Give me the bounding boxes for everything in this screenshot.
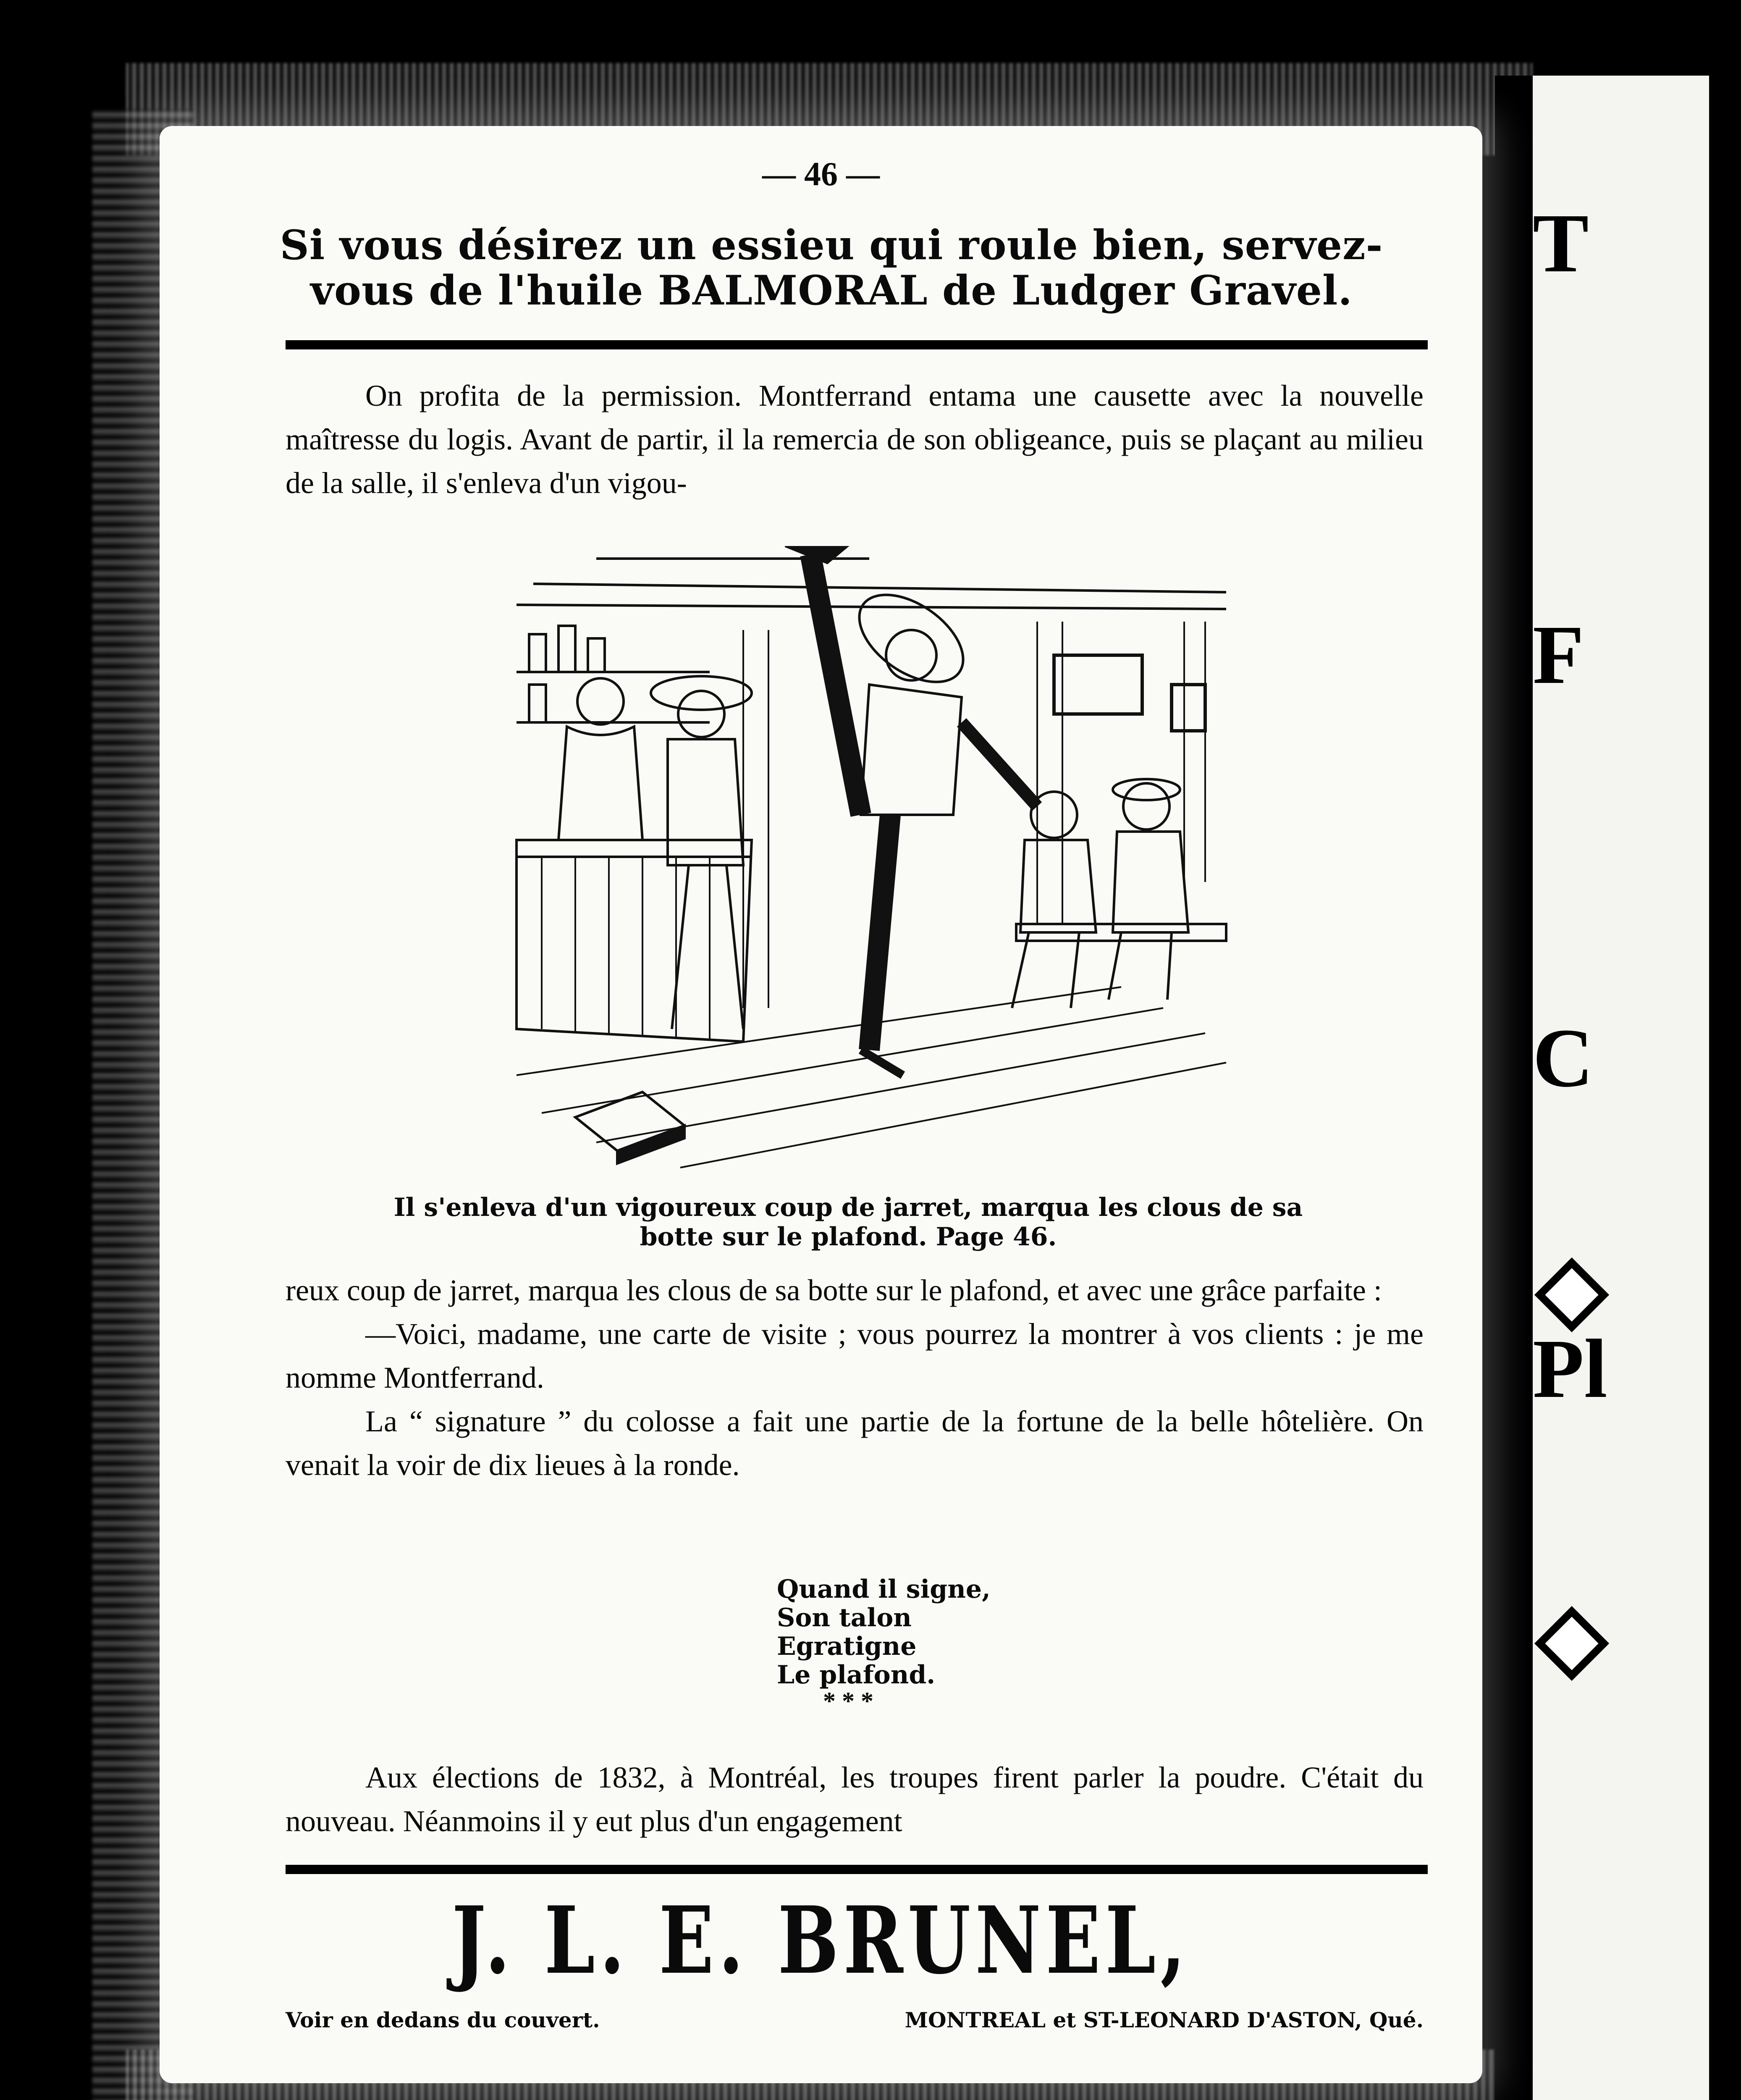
bottom-rule — [286, 1865, 1428, 1874]
illustration-caption — [370, 1193, 1327, 1252]
brand-advertisement: J. L. E. BRUNEL, — [452, 1886, 1190, 1995]
adjacent-page-fragment-1: T — [1533, 197, 1589, 290]
paragraph-elections: Aux élections de 1832, à Montréal, les troupes firent parler la poudre. C'était du nouveau. Néanmoins il y eut plus d'un engagement — [286, 1761, 1424, 1838]
verse-block — [777, 1575, 991, 1689]
saloon-illustration — [491, 546, 1247, 1176]
verse-line-2: Son talon — [777, 1603, 912, 1633]
top-advertisement: Si vous désirez un essieu qui roule bien, servez-vous de l'huile BALMORAL de Ludger Gravel. — [280, 221, 1383, 314]
footer-right-address: MONTREAL et ST-LEONARD D'ASTON, Qué. — [905, 2008, 1424, 2032]
paragraph-line-2: —Voici, madame, une carte de visite ; vous pourrez la montrer à vos clients : je me nomme Montferrand. — [286, 1317, 1424, 1394]
verse-line-3: Egratigne — [777, 1632, 917, 1661]
diamond-ornament-icon — [1534, 1606, 1609, 1681]
asterism-ornament: * * * — [823, 1687, 873, 1715]
adjacent-page-fragment-3: C — [1533, 1012, 1594, 1105]
adjacent-page — [1533, 76, 1709, 2100]
top-rule — [286, 340, 1428, 349]
footer-left-note: Voir en dedans du couvert. — [286, 2008, 600, 2032]
diamond-ornament-icon — [1534, 1257, 1609, 1332]
page-gutter — [1495, 76, 1533, 2100]
paragraph-line-3: La “ signature ” du colosse a fait une partie de la fortune de la belle hôtelière. On venait la voir de dix lieues à la ronde. — [286, 1404, 1424, 1482]
caption-line-2: botte sur le plafond. Page 46. — [640, 1222, 1057, 1252]
verse-line-4: Le plafond. — [777, 1660, 936, 1690]
verse-line-1: Quand il signe, — [777, 1575, 991, 1604]
paragraph-intro: On profita de la permission. Montferrand entama une causette avec la nouvelle maîtresse du logis. Avant de partir, il la remercia de son obligeance, puis se plaçant au milieu de la salle, il s'enleva d'un vigou- — [286, 379, 1424, 500]
paragraph-main — [286, 1268, 1424, 1487]
adjacent-page-fragment-4: Pl — [1533, 1323, 1607, 1415]
page-number: — 46 — — [762, 156, 880, 193]
caption-line-1: Il s'enleva d'un vigoureux coup de jarret, marqua les clous de sa — [393, 1193, 1303, 1222]
paragraph-line-1: reux coup de jarret, marqua les clous de sa botte sur le plafond, et avec une grâce parfaite : — [286, 1273, 1382, 1307]
book-page — [160, 126, 1482, 2083]
adjacent-page-fragment-2: F — [1533, 609, 1584, 701]
